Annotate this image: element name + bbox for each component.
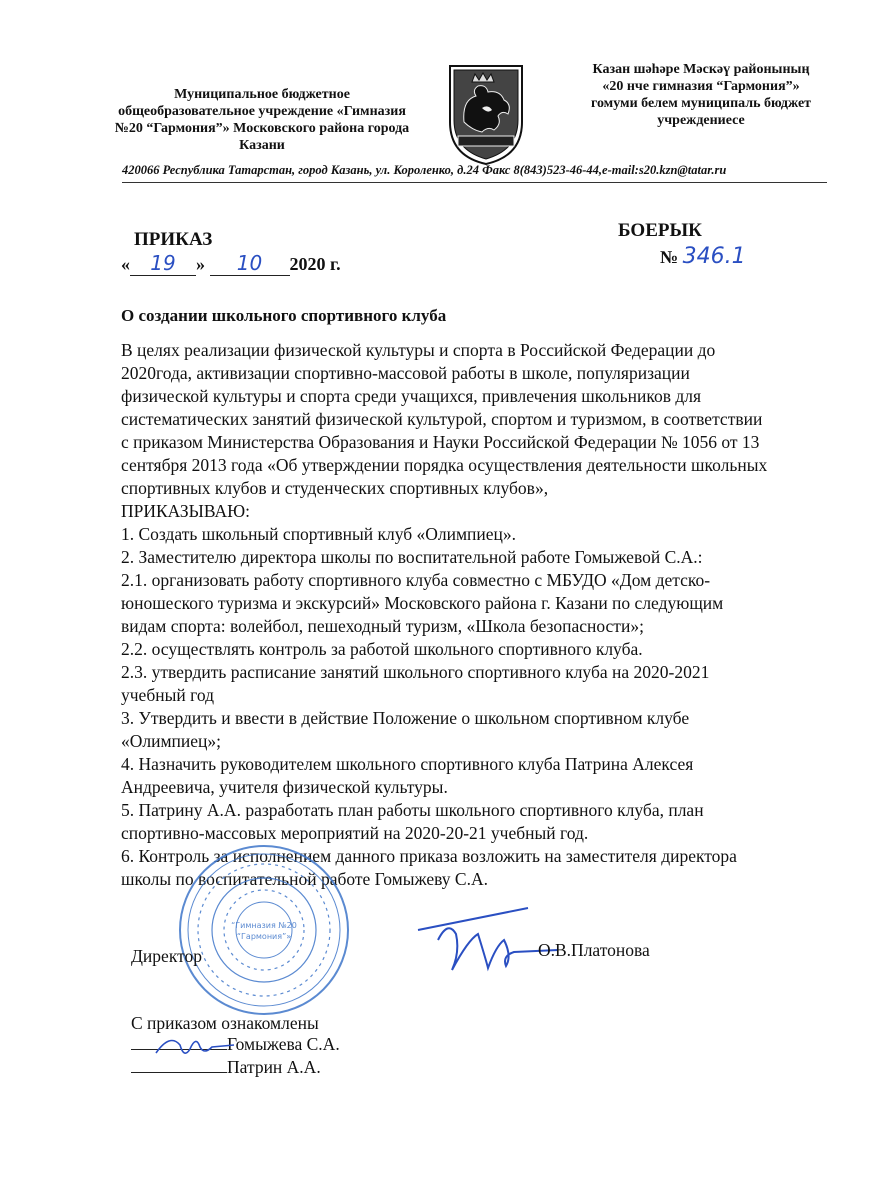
date-year: 2020 г. <box>289 254 341 274</box>
stamp-center-line: “Гармония”» <box>236 932 292 941</box>
header-divider <box>122 182 827 183</box>
header-org-tt <box>566 61 836 129</box>
body-paragraph: 2.3. утвердить расписание занятий школьного спортивного клуба на 2020-2021 учебный год <box>121 662 710 705</box>
signature-blank <box>131 1072 227 1073</box>
order-subject: О создании школьного спортивного клуба <box>121 306 447 325</box>
order-body <box>121 339 771 891</box>
acknowledgement-signature-icon <box>150 1025 240 1065</box>
acknowledgement-label: С приказом ознакомлены <box>131 1013 319 1033</box>
kazan-coat-of-arms-icon <box>442 60 530 168</box>
header-address: 420066 Республика Татарстан, город Казань, ул. Короленко, д.24 Факс 8(843)523-46-44,e-mail:s20.kzn@tatar.ru <box>122 163 727 177</box>
date-day-field <box>130 251 196 276</box>
director-label: Директор <box>131 946 203 966</box>
date-month-field <box>210 251 290 276</box>
header-org-tt-line: учреждениесе <box>657 113 745 128</box>
body-paragraph: ПРИКАЗЫВАЮ: <box>121 501 250 521</box>
header-org-ru-line: общеобразовательное учреждение «Гимназия <box>118 104 406 119</box>
body-paragraph: 1. Создать школьный спортивный клуб «Олимпиец». <box>121 524 517 544</box>
acknowledgement-name: Патрин А.А. <box>227 1057 321 1077</box>
header-org-ru <box>92 86 432 154</box>
body-paragraph: 6. Контроль за исполнением данного приказа возложить на заместителя директора школы по воспитательной работе Гомыжеву С.А. <box>121 846 737 889</box>
order-number-value: 346.1 <box>682 244 746 269</box>
acknowledgement-name: Гомыжева С.А. <box>227 1034 340 1054</box>
body-paragraph: 2. Заместителю директора школы по воспитательной работе Гомыжевой С.А.: <box>121 547 703 567</box>
body-paragraph: 5. Патрину А.А. разработать план работы школьного спортивного клуба, план спортивно-массовых мероприятий на 2020-20-21 учебный год. <box>121 800 704 843</box>
official-stamp-icon <box>176 842 352 1018</box>
date-month: 10 <box>236 251 263 275</box>
body-paragraph: 3. Утвердить и ввести в действие Положение о школьном спортивном клубе «Олимпиец»; <box>121 708 690 751</box>
header-org-ru-line: №20 “Гармония”» Московского района города <box>114 121 410 136</box>
body-paragraph: 2.1. организовать работу спортивного клуба совместно с МБУДО «Дом детско-юношеского туризма и экскурсий» Московского района г. Казани по следующим видам спорта: волейбол, пешеходный туризм, «Школа безопасности»; <box>121 570 724 636</box>
stamp-center-line: “Гимназия №20 <box>231 921 297 930</box>
date-close-quote: » <box>196 254 205 274</box>
body-paragraph: 2.2. осуществлять контроль за работой школьного спортивного клуба. <box>121 639 643 659</box>
body-paragraph: В целях реализации физической культуры и спорта в Российской Федерации до 2020года, активизации спортивно-массовой работы в школе, популяризации физической культуры и спорта среди учащихся, привлечения школьников для систематических занятий физической культурой, спортом и туризмом, в соответствии с приказом Министерства Образования и Науки Российской Федерации № 1056 от 13 сентября 2013 года «Об утверждении порядка осуществления деятельности школьных спортивных клубов и студенческих спортивных клубов», <box>121 340 768 498</box>
order-title-ru: ПРИКАЗ <box>134 229 213 250</box>
order-title-tt: БОЕРЫК <box>618 220 702 241</box>
date-day: 19 <box>150 251 176 275</box>
number-sign: № <box>660 247 679 267</box>
order-number <box>660 244 746 269</box>
header-org-ru-line: Муниципальное бюджетное <box>174 87 350 102</box>
header-org-ru-line: Казани <box>239 138 285 153</box>
date-open-quote: « <box>121 254 130 274</box>
director-name: О.В.Платонова <box>538 940 650 960</box>
body-paragraph: 4. Назначить руководителем школьного спортивного клуба Патрина Алексея Андреевича, учителя физической культуры. <box>121 754 694 797</box>
header-org-tt-line: Казан шәһәре Мәскәү районының <box>592 62 810 77</box>
order-date <box>121 251 341 276</box>
header-org-tt-line: «20 нче гимназия “Гармония”» <box>602 79 800 94</box>
header-org-tt-line: гомуми белем муниципаль бюджет <box>590 96 812 111</box>
